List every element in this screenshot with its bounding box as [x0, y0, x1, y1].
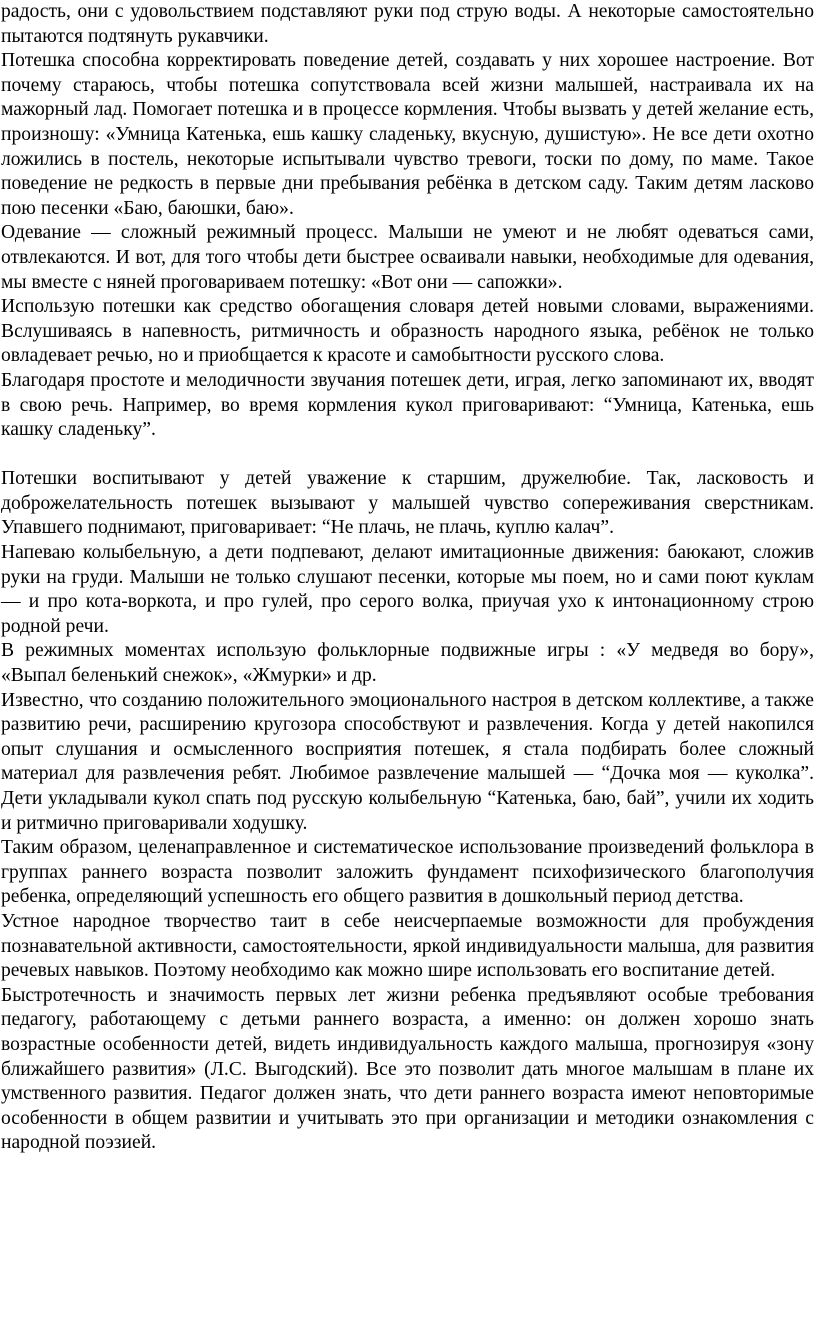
- paragraph-respect: Потешки воспитывают у детей уважение к старшим, дружелюбие. Так, ласковость и доброжелательность потешек вызывают у малышей чувство сопереживания сверстникам. Упавшего поднимают, приговаривает: “Не плачь, не плачь, куплю калач”.: [1, 468, 814, 539]
- paragraph-hand-washing: радость, они с удовольствием подставляют руки под струю воды. А некоторые самостоятельно пытаются подтянуть рукавчики.: [1, 1, 814, 47]
- paragraph-memorization: Благодаря простоте и мелодичности звучания потешек дети, играя, легко запоминают их, вводят в свою речь. Например, во время кормления кукол приговаривают: “Умница, Катенька, ешь кашку сладеньку”.: [1, 369, 814, 441]
- paragraph-teacher-requirements: Быстротечность и значимость первых лет жизни ребенка предъявляют особые требования педагогу, работающему с детьми раннего возраста, а именно: он должен хорошо знать возрастные особенности детей, видеть индивидуальность каждого малыша, прогнозируя «зону ближайшего развития» (Л.С. Выгодский). Все это позволит дать многое малышам в плане их умственного развития. Педагог должен знать, что дети раннего возраста имеют неповторимые особенности в общем развитии и учитывать это при организации и методики ознакомления с народной поэзией.: [1, 984, 814, 1154]
- paragraph-lullaby: Напеваю колыбельную, а дети подпевают, делают имитационные движения: баюкают, сложив руки на груди. Малыши не только слушают песенки, которые мы поем, но и сами поют куклам — и про кота-воркота, и про гулей, про серого волка, приучая ухо к интонационному строю родной речи.: [1, 542, 814, 637]
- paragraph-dressing: Одевание — сложный режимный процесс. Малыши не умеют и не любят одеваться сами, отвлекаются. И вот, для того чтобы дети быстрее осваивали навыки, необходимые для одевания, мы вместе с няней проговариваем потешку: «Вот они — сапожки».: [1, 222, 814, 293]
- paragraph-entertainment: Известно, что созданию положительного эмоционального настроя в детском коллективе, а также развитию речи, расширению кругозора способствуют и развлечения. Когда у детей накопился опыт слушания и осмысленного восприятия потешек, я стала подбирать более сложный материал для развлечения ребят. Любимое развлечение малышей — “Дочка моя — куколка”. Дети укладывали кукол спать под русскую колыбельную “Катенька, баю, бай”, учили их ходить и ритмично приговаривали ходушку.: [1, 689, 814, 834]
- paragraph-folk-games: В режимных моментах использую фольклорные подвижные игры : «У медведя во бору», «Выпал беленький снежок», «Жмурки» и др.: [1, 640, 814, 687]
- paragraph-conclusion: Таким образом, целенаправленное и систематическое использование произведений фольклора в группах раннего возраста позволит заложить фундамент психофизического благополучия ребенка, определяющий успешность его общего развития в дошкольный период детства.: [1, 837, 814, 908]
- paragraph-oral-folk-art: Устное народное творчество таит в себе неисчерпаемые возможности для пробуждения познавательной активности, самостоятельности, яркой индивидуальности малыша, для развития речевых навыков. Поэтому необходимо как можно шире использовать его воспитание детей.: [1, 910, 814, 982]
- paragraph-poteshka-behavior: Потешка способна корректировать поведение детей, создавать у них хорошее настроение. Вот почему стараюсь, чтобы потешка сопутствовала всей жизни малышей, настраивала их на мажорный лад. Помогает потешка и в процессе кормления. Чтобы вызвать у детей желание есть, произношу: «Умница Катенька, ешь кашку сладеньку, вкусную, душистую». Не все дети охотно ложились в постель, некоторые испытывали чувство тревоги, тоски по дому, по маме. Такое поведение не редкость в первые дни пребывания ребёнка в детском саду. Таким детям ласково пою песенки «Баю, баюшки, баю».: [1, 50, 814, 219]
- blank-line: [1, 443, 814, 468]
- paragraph-vocabulary: Использую потешки как средство обогащения словаря детей новыми словами, выражениями. Вслушиваясь в напевность, ритмичность и образность народного языка, ребёнок не только овладевает речью, но и приобщается к красоте и самобытности русского слова.: [1, 296, 814, 367]
